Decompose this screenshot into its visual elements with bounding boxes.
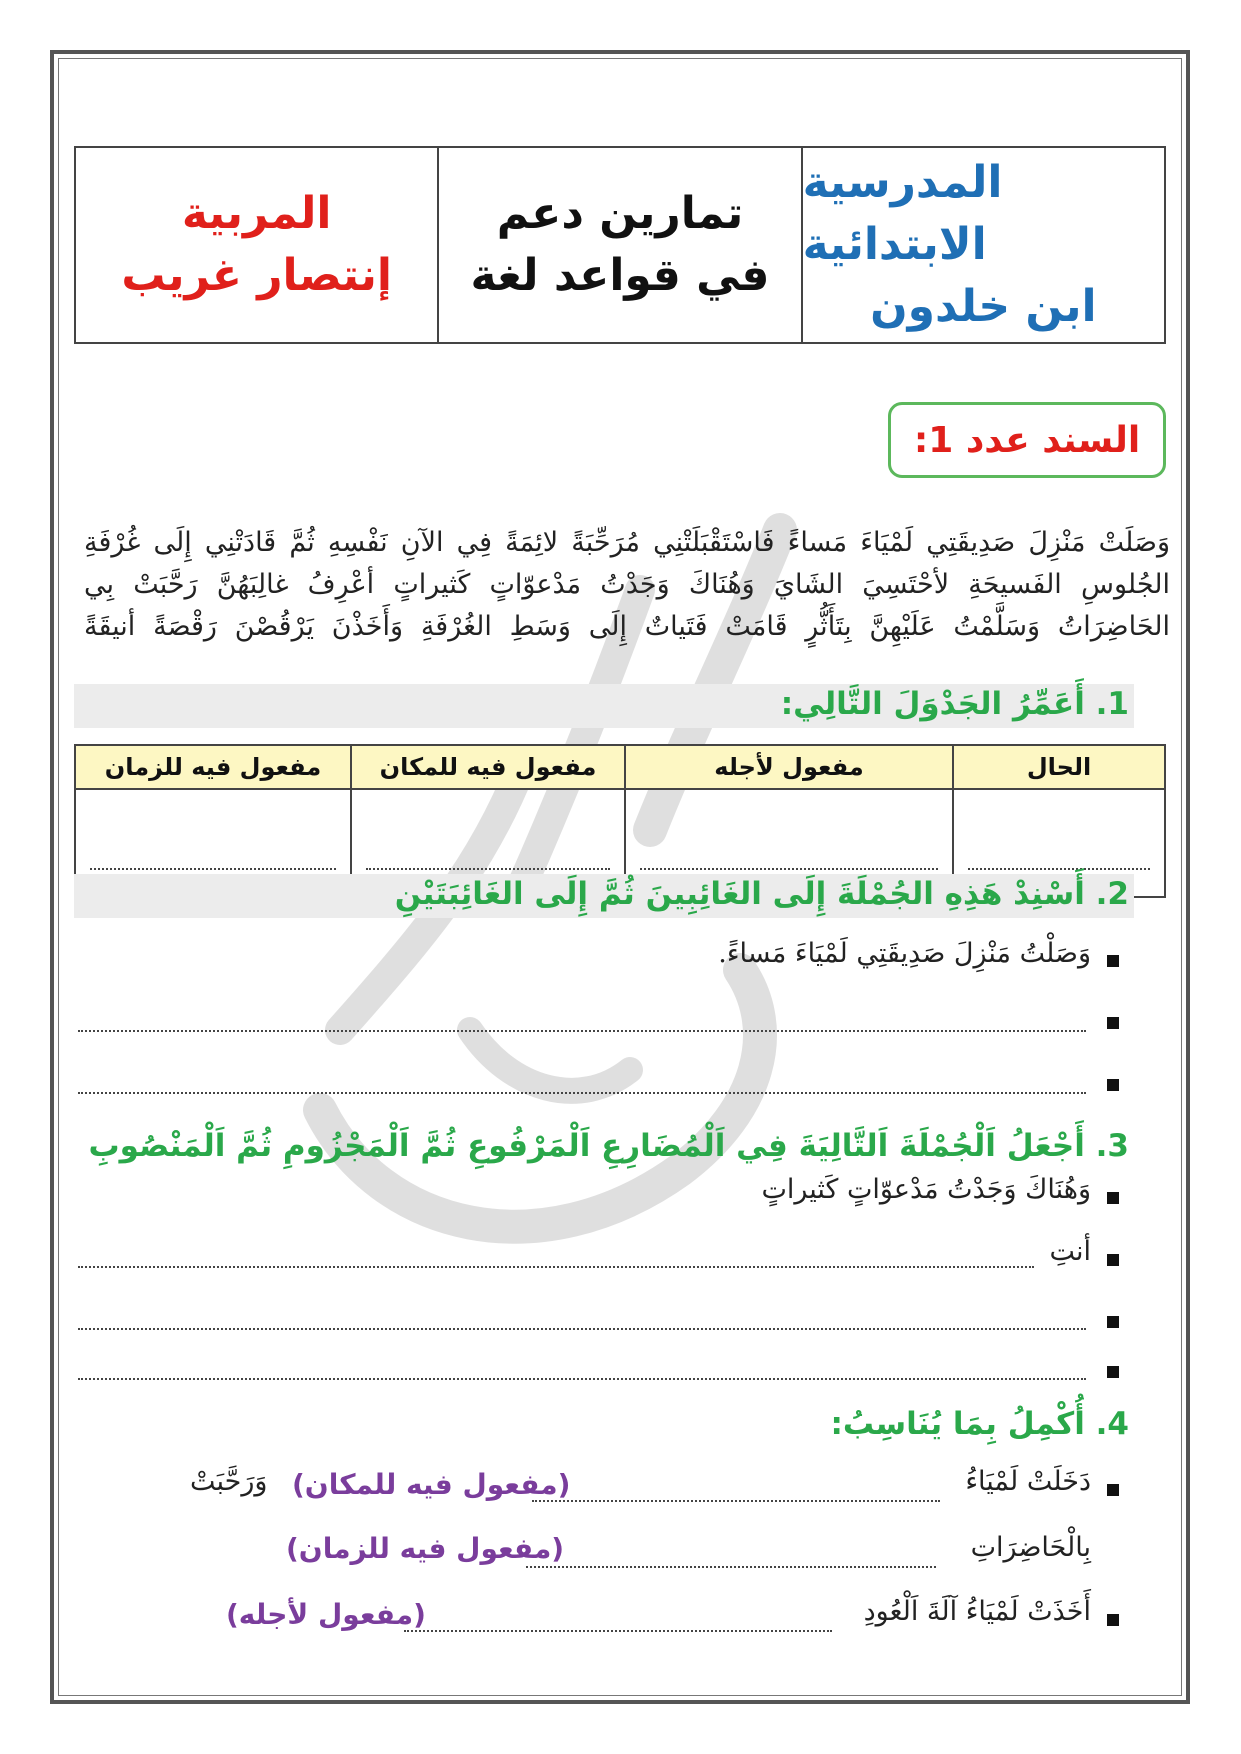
passage-line: وَصَلَتْ مَنْزِلَ صَدِيقَتِي لَمْيَاءَ مَساءً فَاسْتَقْبَلَتْنِي مُرَحِّبَةً لائِمَةً فِي الآنِ نَفْسِهِ ثُمَّ قَادَتْنِي إِلَى غُرْفَةِ — [84, 527, 1170, 558]
q2-title: 2. أَسْنِدْ هَذِهِ الجُمْلَةَ إِلَى الغَائِبِينَ ثُمَّ إِلَى الغَائِبَتَيْنِ — [394, 876, 1129, 912]
answer-line[interactable] — [78, 1266, 1034, 1268]
q4-item2-hint: (مفعول فيه للزمان) — [286, 1532, 565, 1565]
q4-item3-hint: (مفعول لأجله) — [226, 1598, 426, 1631]
q1-title: 1. أَعَمِّرُ الجَدْوَلَ التَّالِي: — [780, 686, 1129, 722]
bullet-icon — [1107, 1079, 1119, 1091]
sanad-label: السند عدد 1: — [888, 402, 1166, 478]
teacher-cell — [76, 148, 437, 342]
answer-line[interactable] — [78, 1092, 1086, 1094]
bullet-icon — [1107, 1316, 1119, 1328]
col-header-maful-liajlih: مفعول لأجله — [625, 745, 953, 789]
worksheet-title-line2: في قواعد لغة — [470, 250, 770, 301]
school-name-line2: ابن خلدون — [870, 281, 1097, 332]
col-header-maful-fih-makan: مفعول فيه للمكان — [351, 745, 625, 789]
bullet-icon — [1107, 1484, 1119, 1496]
school-name-line1: المدرسية الابتدائية — [802, 157, 1003, 270]
reading-passage — [84, 522, 1170, 648]
bullet-icon — [1107, 1366, 1119, 1378]
bullet-icon — [1107, 1017, 1119, 1029]
q3-title: 3. أَجْعَلُ اَلْجُمْلَةَ اَلتَّالِيَةَ فِي اَلْمُضَارِعِ اَلْمَرْفُوعِ ثُمَّ اَلْمَجْزُومِ ثُمَّ اَلْمَنْصُوبِ — [88, 1128, 1129, 1164]
q4-item1-start: دَخَلَتْ لَمْيَاءُ — [965, 1466, 1091, 1497]
worksheet-title-line1: تمارين دعم — [496, 188, 744, 239]
col-header-hal: الحال — [953, 745, 1165, 789]
teacher-line1: المربية — [181, 188, 332, 239]
bullet-icon — [1107, 1254, 1119, 1266]
bullet-icon — [1107, 1192, 1119, 1204]
col-header-maful-fih-zaman: مفعول فيه للزمان — [75, 745, 351, 789]
q3-prompt: أنتِ — [1049, 1236, 1091, 1267]
q4-item2-start: بِالْحَاضِرَاتِ — [970, 1532, 1091, 1563]
answer-line[interactable] — [78, 1030, 1086, 1032]
passage-line: الحَاضِرَاتُ وَسَلَّمْتُ عَلَيْهِنَّ بِتَأَثُّرٍ قَامَتْ فَتَياتٌ إِلَى وَسَطِ الغُرْفَةِ وَأَخَذْنَ يَرْقُصْنَ رَقْصَةً أنيقَةً — [84, 611, 1170, 642]
bullet-icon — [1107, 1614, 1119, 1626]
answer-line[interactable] — [78, 1378, 1086, 1380]
header-table — [74, 146, 1166, 344]
q2-sentence: وَصَلْتُ مَنْزِلَ صَدِيقَتِي لَمْيَاءَ مَساءً. — [718, 938, 1091, 969]
answer-line[interactable] — [404, 1630, 832, 1632]
q4-item1-hint: (مفعول فيه للمكان) — [292, 1468, 571, 1501]
q4-title: 4. أُكْمِلُ بِمَا يُنَاسِبُ: — [830, 1406, 1129, 1442]
answer-line[interactable] — [78, 1328, 1086, 1330]
q4-item1-end: وَرَحَّبَتْ — [190, 1466, 268, 1497]
answer-line[interactable] — [532, 1500, 940, 1502]
school-cell — [801, 148, 1164, 342]
answer-line[interactable] — [526, 1566, 936, 1568]
bullet-icon — [1107, 955, 1119, 967]
title-cell — [437, 148, 800, 342]
passage-line: الجُلوسِ الفَسيحَةِ لأحْتَسِيَ الشَايَ وَهُنَاكَ وَجَدْتُ مَدْعوّاتٍ كَثيراتٍ أعْرِفُ غالِبَهُنَّ رَحَّبَتْ بِي — [84, 569, 1170, 600]
q4-item3-start: أَخَذَتْ لَمْيَاءُ آلَةَ اَلْعُودِ — [863, 1596, 1091, 1627]
q3-sentence: وَهُنَاكَ وَجَدْتُ مَدْعوّاتٍ كَثيراتٍ — [761, 1174, 1091, 1205]
teacher-name: إنتصار غريب — [121, 250, 392, 301]
